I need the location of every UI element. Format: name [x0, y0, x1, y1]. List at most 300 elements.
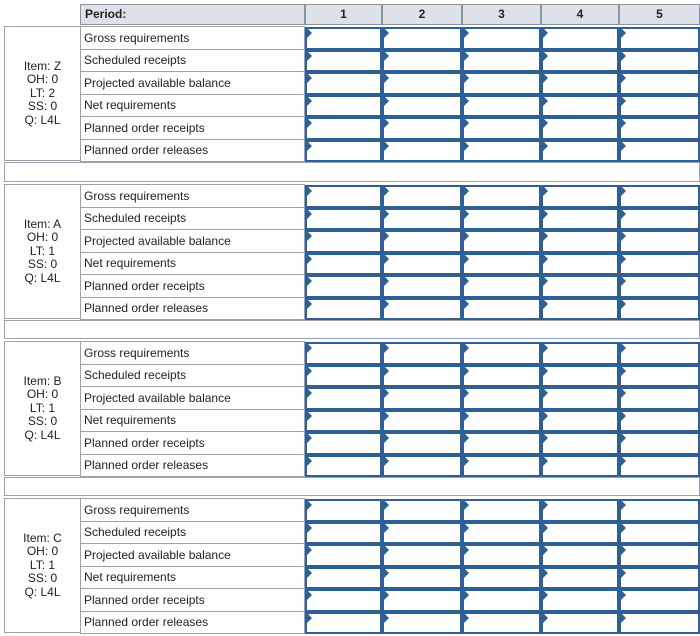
- item-item-text: Item: B: [23, 373, 62, 388]
- item-parameters: [23, 532, 62, 600]
- input-cell[interactable]: [305, 117, 382, 140]
- input-cell[interactable]: [382, 410, 462, 433]
- input-marker-icon: [621, 28, 626, 38]
- input-cell[interactable]: [462, 185, 541, 208]
- input-cell[interactable]: [462, 208, 541, 231]
- item-q-text: Q: L4L: [24, 427, 61, 442]
- input-marker-icon: [621, 186, 626, 196]
- input-cell[interactable]: [619, 140, 700, 163]
- input-cell[interactable]: [541, 342, 619, 365]
- input-marker-icon: [621, 500, 626, 510]
- input-cell[interactable]: [462, 117, 541, 140]
- item-ss-text: SS: 0: [27, 99, 58, 114]
- input-marker-icon: [307, 590, 312, 600]
- input-marker-icon: [621, 254, 626, 264]
- input-marker-icon: [543, 568, 548, 578]
- input-marker-icon: [621, 523, 626, 533]
- input-cell[interactable]: [619, 72, 700, 95]
- input-marker-icon: [384, 613, 389, 623]
- input-cell[interactable]: [541, 365, 619, 388]
- input-marker-icon: [621, 299, 626, 309]
- input-cell[interactable]: [305, 410, 382, 433]
- input-cell[interactable]: [305, 275, 382, 298]
- input-marker-icon: [384, 545, 389, 555]
- input-marker-icon: [307, 343, 312, 353]
- input-marker-icon: [621, 343, 626, 353]
- row-label: Planned order releases: [80, 139, 305, 163]
- input-marker-icon: [307, 141, 312, 151]
- input-cell[interactable]: [382, 499, 462, 522]
- input-marker-icon: [384, 343, 389, 353]
- input-marker-icon: [384, 231, 389, 241]
- input-cell[interactable]: [305, 567, 382, 590]
- input-cell[interactable]: [541, 27, 619, 50]
- input-cell[interactable]: [305, 50, 382, 73]
- input-cell[interactable]: [619, 95, 700, 118]
- item-info-cell: [4, 341, 80, 476]
- input-marker-icon: [384, 299, 389, 309]
- input-cell[interactable]: [462, 95, 541, 118]
- input-marker-icon: [464, 568, 469, 578]
- input-cell[interactable]: [541, 589, 619, 612]
- input-cell[interactable]: [541, 253, 619, 276]
- input-cell[interactable]: [382, 342, 462, 365]
- input-marker-icon: [307, 186, 312, 196]
- input-marker-icon: [464, 186, 469, 196]
- input-cell[interactable]: [382, 230, 462, 253]
- input-marker-icon: [621, 73, 626, 83]
- input-cell[interactable]: [619, 544, 700, 567]
- input-cell[interactable]: [541, 72, 619, 95]
- item-info-cell: [4, 26, 80, 161]
- item-ss-text: SS: 0: [27, 414, 58, 429]
- input-marker-icon: [464, 73, 469, 83]
- input-marker-icon: [543, 366, 548, 376]
- row-label: Planned order receipts: [80, 431, 305, 455]
- input-cell[interactable]: [305, 522, 382, 545]
- input-cell[interactable]: [382, 275, 462, 298]
- input-cell[interactable]: [305, 298, 382, 321]
- item-lt-text: LT: 1: [29, 557, 56, 572]
- input-marker-icon: [543, 613, 548, 623]
- input-cell[interactable]: [462, 230, 541, 253]
- input-marker-icon: [307, 388, 312, 398]
- input-cell[interactable]: [541, 117, 619, 140]
- period-header-4: 4: [541, 4, 619, 25]
- input-marker-icon: [464, 366, 469, 376]
- input-cell[interactable]: [619, 567, 700, 590]
- input-cell[interactable]: [382, 387, 462, 410]
- input-marker-icon: [384, 118, 389, 128]
- input-cell[interactable]: [619, 230, 700, 253]
- input-marker-icon: [621, 545, 626, 555]
- input-cell[interactable]: [462, 27, 541, 50]
- input-marker-icon: [464, 613, 469, 623]
- period-header-5: 5: [619, 4, 700, 25]
- input-cell[interactable]: [382, 253, 462, 276]
- input-cell[interactable]: [541, 612, 619, 635]
- input-marker-icon: [464, 500, 469, 510]
- input-marker-icon: [621, 276, 626, 286]
- block-separator: [4, 477, 700, 496]
- input-cell[interactable]: [305, 612, 382, 635]
- input-marker-icon: [307, 28, 312, 38]
- input-marker-icon: [384, 209, 389, 219]
- input-marker-icon: [621, 366, 626, 376]
- row-label: Projected available balance: [80, 229, 305, 253]
- item-oh-text: OH: 0: [26, 387, 59, 402]
- input-cell[interactable]: [462, 544, 541, 567]
- input-cell[interactable]: [382, 522, 462, 545]
- input-cell[interactable]: [619, 342, 700, 365]
- input-cell[interactable]: [462, 253, 541, 276]
- item-lt-text: LT: 1: [29, 400, 56, 415]
- input-marker-icon: [464, 523, 469, 533]
- input-marker-icon: [464, 343, 469, 353]
- input-marker-icon: [621, 141, 626, 151]
- input-marker-icon: [464, 51, 469, 61]
- input-marker-icon: [543, 343, 548, 353]
- row-label: Planned order receipts: [80, 588, 305, 612]
- input-marker-icon: [464, 28, 469, 38]
- input-cell[interactable]: [619, 117, 700, 140]
- input-cell[interactable]: [382, 117, 462, 140]
- input-cell[interactable]: [305, 387, 382, 410]
- input-marker-icon: [384, 388, 389, 398]
- input-marker-icon: [384, 500, 389, 510]
- input-cell[interactable]: [462, 522, 541, 545]
- block-separator: [4, 320, 700, 339]
- input-marker-icon: [464, 209, 469, 219]
- input-cell[interactable]: [541, 298, 619, 321]
- input-cell[interactable]: [382, 455, 462, 478]
- input-cell[interactable]: [382, 27, 462, 50]
- input-cell[interactable]: [382, 544, 462, 567]
- input-cell[interactable]: [619, 185, 700, 208]
- input-marker-icon: [621, 433, 626, 443]
- input-marker-icon: [543, 456, 548, 466]
- item-lt-text: LT: 2: [29, 85, 56, 100]
- input-marker-icon: [621, 568, 626, 578]
- input-cell[interactable]: [382, 612, 462, 635]
- input-marker-icon: [307, 73, 312, 83]
- input-marker-icon: [384, 96, 389, 106]
- input-marker-icon: [621, 51, 626, 61]
- input-cell[interactable]: [541, 140, 619, 163]
- input-marker-icon: [307, 613, 312, 623]
- input-cell[interactable]: [382, 185, 462, 208]
- input-marker-icon: [543, 433, 548, 443]
- item-q-text: Q: L4L: [24, 584, 61, 599]
- period-header-1: 1: [305, 4, 382, 25]
- input-cell[interactable]: [619, 522, 700, 545]
- input-marker-icon: [307, 456, 312, 466]
- input-marker-icon: [543, 590, 548, 600]
- input-marker-icon: [384, 186, 389, 196]
- input-marker-icon: [543, 500, 548, 510]
- input-cell[interactable]: [541, 522, 619, 545]
- item-oh-text: OH: 0: [26, 544, 59, 559]
- input-cell[interactable]: [382, 589, 462, 612]
- item-item-text: Item: Z: [23, 58, 62, 73]
- input-cell[interactable]: [305, 499, 382, 522]
- input-cell[interactable]: [541, 208, 619, 231]
- input-cell[interactable]: [305, 432, 382, 455]
- input-cell[interactable]: [305, 365, 382, 388]
- input-marker-icon: [621, 456, 626, 466]
- input-marker-icon: [464, 456, 469, 466]
- row-label: Gross requirements: [80, 184, 305, 208]
- item-ss-text: SS: 0: [27, 571, 58, 586]
- item-parameters: [24, 218, 61, 286]
- input-cell[interactable]: [462, 432, 541, 455]
- input-cell[interactable]: [541, 275, 619, 298]
- input-marker-icon: [464, 254, 469, 264]
- input-marker-icon: [307, 568, 312, 578]
- input-marker-icon: [543, 96, 548, 106]
- input-cell[interactable]: [305, 544, 382, 567]
- input-marker-icon: [543, 388, 548, 398]
- input-cell[interactable]: [619, 298, 700, 321]
- input-marker-icon: [464, 433, 469, 443]
- input-cell[interactable]: [305, 140, 382, 163]
- input-marker-icon: [307, 96, 312, 106]
- input-cell[interactable]: [619, 387, 700, 410]
- item-info-cell: [4, 498, 80, 633]
- input-cell[interactable]: [462, 387, 541, 410]
- input-cell[interactable]: [541, 230, 619, 253]
- input-cell[interactable]: [462, 140, 541, 163]
- input-cell[interactable]: [462, 50, 541, 73]
- input-marker-icon: [307, 523, 312, 533]
- input-cell[interactable]: [382, 365, 462, 388]
- input-cell[interactable]: [305, 72, 382, 95]
- input-cell[interactable]: [619, 27, 700, 50]
- input-marker-icon: [384, 568, 389, 578]
- input-marker-icon: [384, 523, 389, 533]
- input-cell[interactable]: [382, 432, 462, 455]
- input-cell[interactable]: [462, 410, 541, 433]
- item-ss-text: SS: 0: [27, 257, 58, 272]
- input-cell[interactable]: [619, 589, 700, 612]
- period-header-label: Period:: [80, 4, 305, 25]
- input-cell[interactable]: [541, 432, 619, 455]
- input-marker-icon: [307, 254, 312, 264]
- row-label: Projected available balance: [80, 386, 305, 410]
- input-cell[interactable]: [619, 208, 700, 231]
- input-cell[interactable]: [462, 499, 541, 522]
- input-cell[interactable]: [619, 455, 700, 478]
- block-separator: [4, 162, 700, 182]
- input-marker-icon: [464, 141, 469, 151]
- input-cell[interactable]: [541, 50, 619, 73]
- input-marker-icon: [543, 523, 548, 533]
- input-cell[interactable]: [541, 567, 619, 590]
- input-marker-icon: [384, 366, 389, 376]
- input-cell[interactable]: [541, 387, 619, 410]
- input-marker-icon: [464, 299, 469, 309]
- input-cell[interactable]: [382, 567, 462, 590]
- item-parameters: [24, 60, 61, 128]
- input-marker-icon: [464, 118, 469, 128]
- row-label: Planned order releases: [80, 454, 305, 478]
- input-cell[interactable]: [382, 72, 462, 95]
- input-marker-icon: [307, 276, 312, 286]
- input-marker-icon: [543, 545, 548, 555]
- input-marker-icon: [543, 254, 548, 264]
- input-marker-icon: [543, 299, 548, 309]
- input-marker-icon: [307, 433, 312, 443]
- item-oh-text: OH: 0: [26, 230, 59, 245]
- input-marker-icon: [464, 96, 469, 106]
- input-marker-icon: [621, 209, 626, 219]
- input-marker-icon: [307, 209, 312, 219]
- input-marker-icon: [621, 231, 626, 241]
- input-marker-icon: [384, 433, 389, 443]
- input-cell[interactable]: [382, 95, 462, 118]
- input-cell[interactable]: [305, 589, 382, 612]
- input-cell[interactable]: [619, 432, 700, 455]
- input-marker-icon: [464, 231, 469, 241]
- input-cell[interactable]: [382, 298, 462, 321]
- row-label: Planned order receipts: [80, 274, 305, 298]
- input-cell[interactable]: [462, 455, 541, 478]
- input-marker-icon: [543, 411, 548, 421]
- input-marker-icon: [464, 411, 469, 421]
- input-marker-icon: [543, 118, 548, 128]
- input-marker-icon: [543, 141, 548, 151]
- item-lt-text: LT: 1: [29, 243, 56, 258]
- input-cell[interactable]: [541, 95, 619, 118]
- item-parameters: [23, 375, 61, 443]
- input-cell[interactable]: [382, 208, 462, 231]
- input-marker-icon: [621, 411, 626, 421]
- input-cell[interactable]: [382, 50, 462, 73]
- input-cell[interactable]: [382, 140, 462, 163]
- input-cell[interactable]: [305, 230, 382, 253]
- row-label: Gross requirements: [80, 498, 305, 522]
- input-cell[interactable]: [619, 253, 700, 276]
- row-label: Planned order receipts: [80, 116, 305, 140]
- input-marker-icon: [384, 73, 389, 83]
- item-item-text: Item: A: [23, 216, 62, 231]
- input-marker-icon: [621, 96, 626, 106]
- period-header-2: 2: [382, 4, 462, 25]
- item-info-cell: [4, 184, 80, 319]
- input-cell[interactable]: [541, 410, 619, 433]
- input-marker-icon: [384, 411, 389, 421]
- input-cell[interactable]: [305, 253, 382, 276]
- input-marker-icon: [543, 28, 548, 38]
- input-marker-icon: [464, 545, 469, 555]
- input-cell[interactable]: [541, 544, 619, 567]
- input-marker-icon: [543, 51, 548, 61]
- row-label: Net requirements: [80, 252, 305, 276]
- row-label: Net requirements: [80, 409, 305, 433]
- input-cell[interactable]: [462, 275, 541, 298]
- input-marker-icon: [543, 276, 548, 286]
- input-cell[interactable]: [305, 27, 382, 50]
- input-cell[interactable]: [462, 72, 541, 95]
- row-label: Planned order releases: [80, 297, 305, 321]
- input-marker-icon: [621, 590, 626, 600]
- input-marker-icon: [307, 299, 312, 309]
- period-header-3: 3: [462, 4, 541, 25]
- input-marker-icon: [543, 209, 548, 219]
- input-cell[interactable]: [462, 342, 541, 365]
- input-marker-icon: [307, 366, 312, 376]
- input-marker-icon: [307, 500, 312, 510]
- input-marker-icon: [384, 28, 389, 38]
- input-marker-icon: [384, 456, 389, 466]
- input-marker-icon: [307, 231, 312, 241]
- item-q-text: Q: L4L: [24, 270, 61, 285]
- row-label: Projected available balance: [80, 543, 305, 567]
- row-label: Gross requirements: [80, 26, 305, 50]
- row-label: Scheduled receipts: [80, 521, 305, 545]
- input-marker-icon: [307, 411, 312, 421]
- row-label: Net requirements: [80, 94, 305, 118]
- input-cell[interactable]: [462, 589, 541, 612]
- item-q-text: Q: L4L: [24, 112, 61, 127]
- row-label: Scheduled receipts: [80, 49, 305, 73]
- input-cell[interactable]: [305, 208, 382, 231]
- input-cell[interactable]: [462, 612, 541, 635]
- input-marker-icon: [621, 613, 626, 623]
- input-marker-icon: [464, 590, 469, 600]
- input-cell[interactable]: [541, 185, 619, 208]
- row-label: Net requirements: [80, 566, 305, 590]
- input-cell[interactable]: [619, 365, 700, 388]
- row-label: Planned order releases: [80, 611, 305, 635]
- input-cell[interactable]: [619, 410, 700, 433]
- row-label: Projected available balance: [80, 71, 305, 95]
- input-cell[interactable]: [619, 50, 700, 73]
- input-cell[interactable]: [462, 298, 541, 321]
- input-marker-icon: [307, 118, 312, 128]
- input-marker-icon: [543, 186, 548, 196]
- input-cell[interactable]: [619, 612, 700, 635]
- input-marker-icon: [384, 254, 389, 264]
- input-cell[interactable]: [619, 499, 700, 522]
- input-cell[interactable]: [305, 185, 382, 208]
- input-cell[interactable]: [541, 499, 619, 522]
- input-marker-icon: [621, 388, 626, 398]
- input-marker-icon: [307, 51, 312, 61]
- input-marker-icon: [307, 545, 312, 555]
- input-marker-icon: [464, 276, 469, 286]
- input-marker-icon: [384, 51, 389, 61]
- input-cell[interactable]: [462, 567, 541, 590]
- item-oh-text: OH: 0: [26, 72, 59, 87]
- input-cell[interactable]: [462, 365, 541, 388]
- input-cell[interactable]: [305, 455, 382, 478]
- row-label: Gross requirements: [80, 341, 305, 365]
- input-marker-icon: [621, 118, 626, 128]
- input-marker-icon: [384, 141, 389, 151]
- input-marker-icon: [384, 276, 389, 286]
- input-cell[interactable]: [305, 342, 382, 365]
- input-marker-icon: [384, 590, 389, 600]
- row-label: Scheduled receipts: [80, 207, 305, 231]
- item-item-text: Item: C: [23, 530, 62, 545]
- input-marker-icon: [464, 388, 469, 398]
- input-cell[interactable]: [305, 95, 382, 118]
- input-cell[interactable]: [541, 455, 619, 478]
- row-label: Scheduled receipts: [80, 364, 305, 388]
- input-cell[interactable]: [619, 275, 700, 298]
- input-marker-icon: [543, 73, 548, 83]
